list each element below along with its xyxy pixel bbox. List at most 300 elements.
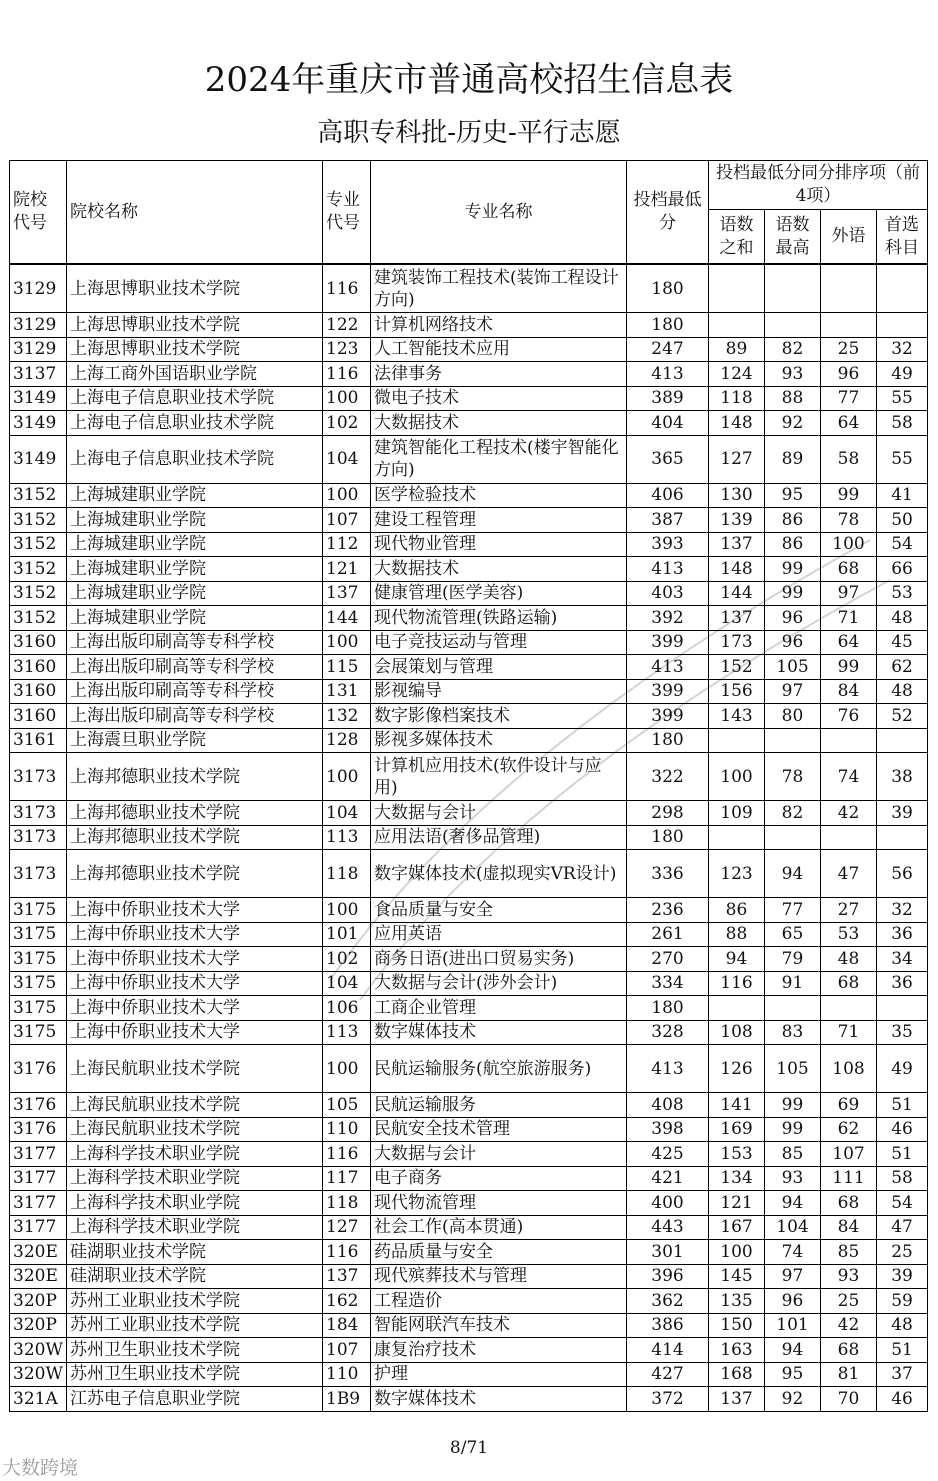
school-name-cell: 上海城建职业学院 xyxy=(67,532,323,557)
foreign-language-cell: 71 xyxy=(821,606,877,631)
foreign-language-cell: 84 xyxy=(821,679,877,704)
min-score-cell: 180 xyxy=(627,825,709,850)
major-name-cell: 计算机网络技术 xyxy=(371,313,627,338)
min-score-cell: 261 xyxy=(627,922,709,947)
major-name-cell: 影视多媒体技术 xyxy=(371,728,627,753)
chinese-math-sum-cell xyxy=(709,264,765,313)
major-name-cell: 大数据技术 xyxy=(371,557,627,582)
table-row xyxy=(10,655,928,680)
major-name-cell: 健康管理(医学美容) xyxy=(371,581,627,606)
chinese-math-max-cell xyxy=(765,264,821,313)
school-name-cell: 江苏电子信息职业学院 xyxy=(67,1387,323,1412)
table-row xyxy=(10,996,928,1021)
school-name-cell: 上海民航职业技术学院 xyxy=(67,1093,323,1118)
chinese-math-sum-cell: 153 xyxy=(709,1142,765,1167)
table-row xyxy=(10,1264,928,1289)
major-code-cell: 107 xyxy=(323,1338,371,1363)
school-name-cell: 上海中侨职业技术大学 xyxy=(67,898,323,923)
major-code-cell: 104 xyxy=(323,435,371,483)
school-name-cell: 硅湖职业技术学院 xyxy=(67,1264,323,1289)
school-name-cell: 上海邦德职业技术学院 xyxy=(67,850,323,898)
school-code-cell: 320P xyxy=(10,1289,67,1314)
table-row xyxy=(10,753,928,801)
major-code-cell: 184 xyxy=(323,1313,371,1338)
school-code-cell: 3173 xyxy=(10,825,67,850)
first-subject-cell: 51 xyxy=(877,1142,928,1167)
min-score-cell: 406 xyxy=(627,483,709,508)
table-row xyxy=(10,362,928,387)
chinese-math-sum-cell: 100 xyxy=(709,753,765,801)
school-code-cell: 320W xyxy=(10,1362,67,1387)
table-row xyxy=(10,1240,928,1265)
chinese-math-max-cell: 105 xyxy=(765,1045,821,1093)
min-score-cell: 236 xyxy=(627,898,709,923)
chinese-math-sum-cell: 88 xyxy=(709,922,765,947)
school-code-cell: 320P xyxy=(10,1313,67,1338)
chinese-math-sum-cell: 89 xyxy=(709,337,765,362)
school-code-cell: 3176 xyxy=(10,1045,67,1093)
major-code-cell: 131 xyxy=(323,679,371,704)
school-code-cell: 3177 xyxy=(10,1142,67,1167)
major-name-cell: 人工智能技术应用 xyxy=(371,337,627,362)
school-code-cell: 3160 xyxy=(10,704,67,729)
chinese-math-sum-cell: 124 xyxy=(709,362,765,387)
chinese-math-sum-cell: 169 xyxy=(709,1117,765,1142)
min-score-cell: 427 xyxy=(627,1362,709,1387)
chinese-math-sum-cell: 137 xyxy=(709,606,765,631)
table-row xyxy=(10,411,928,436)
first-subject-cell: 52 xyxy=(877,704,928,729)
school-name-cell: 上海中侨职业技术大学 xyxy=(67,947,323,972)
foreign-language-cell xyxy=(821,825,877,850)
school-name-cell: 苏州卫生职业技术学院 xyxy=(67,1338,323,1363)
foreign-language-cell: 70 xyxy=(821,1387,877,1412)
chinese-math-max-cell: 94 xyxy=(765,850,821,898)
major-name-cell: 会展策划与管理 xyxy=(371,655,627,680)
foreign-language-cell: 25 xyxy=(821,1289,877,1314)
min-score-cell: 421 xyxy=(627,1166,709,1191)
chinese-math-max-cell: 92 xyxy=(765,411,821,436)
chinese-math-max-cell: 104 xyxy=(765,1215,821,1240)
school-code-cell: 3152 xyxy=(10,508,67,533)
major-code-cell: 117 xyxy=(323,1166,371,1191)
major-name-cell: 建筑智能化工程技术(楼宇智能化方向) xyxy=(371,435,627,483)
chinese-math-max-cell: 101 xyxy=(765,1313,821,1338)
foreign-language-cell: 85 xyxy=(821,1240,877,1265)
school-code-cell: 3160 xyxy=(10,679,67,704)
school-name-cell: 上海城建职业学院 xyxy=(67,508,323,533)
chinese-math-sum-cell: 118 xyxy=(709,386,765,411)
chinese-math-sum-cell: 139 xyxy=(709,508,765,533)
school-code-cell: 3177 xyxy=(10,1166,67,1191)
school-code-cell: 320E xyxy=(10,1264,67,1289)
school-code-cell: 3175 xyxy=(10,971,67,996)
first-subject-cell: 38 xyxy=(877,753,928,801)
chinese-math-sum-cell: 163 xyxy=(709,1338,765,1363)
min-score-cell: 398 xyxy=(627,1117,709,1142)
foreign-language-cell: 74 xyxy=(821,753,877,801)
major-code-cell: 1B9 xyxy=(323,1387,371,1412)
chinese-math-max-cell: 97 xyxy=(765,1264,821,1289)
foreign-language-cell: 100 xyxy=(821,532,877,557)
first-subject-cell: 45 xyxy=(877,630,928,655)
first-subject-cell: 53 xyxy=(877,581,928,606)
first-subject-cell xyxy=(877,264,928,313)
major-code-cell: 110 xyxy=(323,1117,371,1142)
school-code-cell: 3161 xyxy=(10,728,67,753)
min-score-cell: 387 xyxy=(627,508,709,533)
school-code-cell: 3160 xyxy=(10,655,67,680)
min-score-cell: 180 xyxy=(627,728,709,753)
major-name-cell: 食品质量与安全 xyxy=(371,898,627,923)
major-code-cell: 100 xyxy=(323,1045,371,1093)
school-name-cell: 上海中侨职业技术大学 xyxy=(67,922,323,947)
school-code-cell: 3152 xyxy=(10,532,67,557)
foreign-language-cell: 27 xyxy=(821,898,877,923)
school-code-cell: 321A xyxy=(10,1387,67,1412)
foreign-language-cell: 42 xyxy=(821,1313,877,1338)
major-name-cell: 智能网联汽车技术 xyxy=(371,1313,627,1338)
chinese-math-sum-cell: 108 xyxy=(709,1020,765,1045)
table-row xyxy=(10,630,928,655)
school-code-cell: 3175 xyxy=(10,898,67,923)
major-name-cell: 数字影像档案技术 xyxy=(371,704,627,729)
table-row xyxy=(10,337,928,362)
foreign-language-cell: 69 xyxy=(821,1093,877,1118)
major-code-cell: 122 xyxy=(323,313,371,338)
school-code-cell: 3177 xyxy=(10,1215,67,1240)
first-subject-cell: 48 xyxy=(877,1313,928,1338)
table-row xyxy=(10,971,928,996)
chinese-math-max-cell: 94 xyxy=(765,1191,821,1216)
major-code-cell: 118 xyxy=(323,1191,371,1216)
chinese-math-max-cell: 92 xyxy=(765,1387,821,1412)
major-code-cell: 104 xyxy=(323,801,371,826)
chinese-math-max-cell: 83 xyxy=(765,1020,821,1045)
chinese-math-sum-cell: 156 xyxy=(709,679,765,704)
table-row xyxy=(10,557,928,582)
major-name-cell: 电子竞技运动与管理 xyxy=(371,630,627,655)
first-subject-cell xyxy=(877,996,928,1021)
major-name-cell: 数字媒体技术 xyxy=(371,1387,627,1412)
school-code-cell: 3176 xyxy=(10,1093,67,1118)
table-row xyxy=(10,801,928,826)
table-row xyxy=(10,1142,928,1167)
chinese-math-sum-cell: 121 xyxy=(709,1191,765,1216)
major-code-cell: 121 xyxy=(323,557,371,582)
first-subject-cell: 51 xyxy=(877,1093,928,1118)
min-score-cell: 247 xyxy=(627,337,709,362)
school-code-cell: 3149 xyxy=(10,435,67,483)
table-row xyxy=(10,1166,928,1191)
chinese-math-max-cell: 82 xyxy=(765,337,821,362)
major-name-cell: 计算机应用技术(软件设计与应用) xyxy=(371,753,627,801)
first-subject-cell xyxy=(877,825,928,850)
major-name-cell: 现代殡葬技术与管理 xyxy=(371,1264,627,1289)
table-row xyxy=(10,532,928,557)
chinese-math-max-cell xyxy=(765,825,821,850)
header-major-name: 专业名称 xyxy=(371,161,627,265)
chinese-math-max-cell: 105 xyxy=(765,655,821,680)
school-code-cell: 320W xyxy=(10,1338,67,1363)
table-row xyxy=(10,825,928,850)
min-score-cell: 372 xyxy=(627,1387,709,1412)
min-score-cell: 404 xyxy=(627,411,709,436)
first-subject-cell: 36 xyxy=(877,922,928,947)
foreign-language-cell: 64 xyxy=(821,411,877,436)
first-subject-cell: 55 xyxy=(877,435,928,483)
chinese-math-max-cell xyxy=(765,728,821,753)
table-row xyxy=(10,1289,928,1314)
school-name-cell: 上海中侨职业技术大学 xyxy=(67,971,323,996)
chinese-math-max-cell: 93 xyxy=(765,1166,821,1191)
school-code-cell: 3160 xyxy=(10,630,67,655)
major-code-cell: 104 xyxy=(323,971,371,996)
school-code-cell: 320E xyxy=(10,1240,67,1265)
major-code-cell: 100 xyxy=(323,483,371,508)
school-code-cell: 3129 xyxy=(10,337,67,362)
major-code-cell: 128 xyxy=(323,728,371,753)
chinese-math-sum-cell: 100 xyxy=(709,1240,765,1265)
major-code-cell: 115 xyxy=(323,655,371,680)
min-score-cell: 270 xyxy=(627,947,709,972)
school-name-cell: 上海邦德职业技术学院 xyxy=(67,753,323,801)
chinese-math-max-cell: 85 xyxy=(765,1142,821,1167)
school-name-cell: 上海科学技术职业学院 xyxy=(67,1142,323,1167)
foreign-language-cell: 68 xyxy=(821,1191,877,1216)
school-name-cell: 上海科学技术职业学院 xyxy=(67,1215,323,1240)
foreign-language-cell xyxy=(821,996,877,1021)
school-code-cell: 3152 xyxy=(10,581,67,606)
min-score-cell: 399 xyxy=(627,679,709,704)
major-name-cell: 民航运输服务(航空旅游服务) xyxy=(371,1045,627,1093)
major-code-cell: 102 xyxy=(323,411,371,436)
school-code-cell: 3175 xyxy=(10,947,67,972)
major-code-cell: 132 xyxy=(323,704,371,729)
min-score-cell: 328 xyxy=(627,1020,709,1045)
school-name-cell: 苏州工业职业技术学院 xyxy=(67,1313,323,1338)
min-score-cell: 365 xyxy=(627,435,709,483)
school-code-cell: 3152 xyxy=(10,557,67,582)
school-name-cell: 上海科学技术职业学院 xyxy=(67,1191,323,1216)
school-code-cell: 3149 xyxy=(10,386,67,411)
min-score-cell: 322 xyxy=(627,753,709,801)
table-row xyxy=(10,386,928,411)
chinese-math-max-cell: 91 xyxy=(765,971,821,996)
chinese-math-sum-cell: 167 xyxy=(709,1215,765,1240)
first-subject-cell: 32 xyxy=(877,337,928,362)
first-subject-cell: 32 xyxy=(877,898,928,923)
major-name-cell: 民航安全技术管理 xyxy=(371,1117,627,1142)
header-school-name: 院校名称 xyxy=(67,161,323,265)
chinese-math-max-cell: 99 xyxy=(765,1093,821,1118)
school-code-cell: 3173 xyxy=(10,801,67,826)
chinese-math-max-cell: 82 xyxy=(765,801,821,826)
table-row xyxy=(10,1338,928,1363)
header-chinese-math-sum: 语数之和 xyxy=(709,210,765,265)
school-name-cell: 上海中侨职业技术大学 xyxy=(67,996,323,1021)
foreign-language-cell: 71 xyxy=(821,1020,877,1045)
admission-table xyxy=(9,160,928,1412)
table-row xyxy=(10,679,928,704)
chinese-math-max-cell: 89 xyxy=(765,435,821,483)
min-score-cell: 413 xyxy=(627,362,709,387)
foreign-language-cell: 58 xyxy=(821,435,877,483)
major-name-cell: 护理 xyxy=(371,1362,627,1387)
chinese-math-max-cell: 93 xyxy=(765,362,821,387)
header-major-code: 专业代号 xyxy=(323,161,371,265)
header-chinese-math-max: 语数最高 xyxy=(765,210,821,265)
min-score-cell: 301 xyxy=(627,1240,709,1265)
major-name-cell: 现代物业管理 xyxy=(371,532,627,557)
foreign-language-cell: 77 xyxy=(821,386,877,411)
foreign-language-cell: 64 xyxy=(821,630,877,655)
major-code-cell: 137 xyxy=(323,581,371,606)
first-subject-cell: 62 xyxy=(877,655,928,680)
chinese-math-sum-cell: 152 xyxy=(709,655,765,680)
foreign-language-cell xyxy=(821,728,877,753)
chinese-math-max-cell: 97 xyxy=(765,679,821,704)
first-subject-cell: 59 xyxy=(877,1289,928,1314)
foreign-language-cell: 48 xyxy=(821,947,877,972)
major-name-cell: 大数据与会计(涉外会计) xyxy=(371,971,627,996)
min-score-cell: 443 xyxy=(627,1215,709,1240)
min-score-cell: 180 xyxy=(627,313,709,338)
school-code-cell: 3177 xyxy=(10,1191,67,1216)
watermark-logo: 大数跨境 xyxy=(2,1457,79,1479)
foreign-language-cell: 111 xyxy=(821,1166,877,1191)
school-name-cell: 上海邦德职业技术学院 xyxy=(67,825,323,850)
chinese-math-sum-cell: 109 xyxy=(709,801,765,826)
school-name-cell: 上海城建职业学院 xyxy=(67,606,323,631)
major-code-cell: 102 xyxy=(323,947,371,972)
min-score-cell: 393 xyxy=(627,532,709,557)
major-name-cell: 社会工作(高本贯通) xyxy=(371,1215,627,1240)
min-score-cell: 362 xyxy=(627,1289,709,1314)
major-name-cell: 数字媒体技术(虚拟现实VR设计) xyxy=(371,850,627,898)
page-number: 8/71 xyxy=(449,1438,489,1458)
chinese-math-max-cell: 95 xyxy=(765,1362,821,1387)
chinese-math-sum-cell: 150 xyxy=(709,1313,765,1338)
chinese-math-sum-cell: 94 xyxy=(709,947,765,972)
min-score-cell: 396 xyxy=(627,1264,709,1289)
school-code-cell: 3173 xyxy=(10,753,67,801)
table-row xyxy=(10,483,928,508)
table-body xyxy=(10,264,928,1411)
major-code-cell: 162 xyxy=(323,1289,371,1314)
chinese-math-sum-cell: 148 xyxy=(709,557,765,582)
first-subject-cell: 48 xyxy=(877,606,928,631)
foreign-language-cell: 76 xyxy=(821,704,877,729)
major-name-cell: 康复治疗技术 xyxy=(371,1338,627,1363)
foreign-language-cell: 99 xyxy=(821,655,877,680)
chinese-math-max-cell xyxy=(765,996,821,1021)
school-name-cell: 上海民航职业技术学院 xyxy=(67,1045,323,1093)
school-code-cell: 3175 xyxy=(10,1020,67,1045)
min-score-cell: 414 xyxy=(627,1338,709,1363)
chinese-math-sum-cell: 130 xyxy=(709,483,765,508)
min-score-cell: 400 xyxy=(627,1191,709,1216)
major-name-cell: 电子商务 xyxy=(371,1166,627,1191)
foreign-language-cell xyxy=(821,313,877,338)
school-code-cell: 3129 xyxy=(10,264,67,313)
first-subject-cell: 49 xyxy=(877,1045,928,1093)
chinese-math-sum-cell: 173 xyxy=(709,630,765,655)
major-code-cell: 127 xyxy=(323,1215,371,1240)
foreign-language-cell: 84 xyxy=(821,1215,877,1240)
school-name-cell: 上海出版印刷高等专科学校 xyxy=(67,655,323,680)
school-code-cell: 3173 xyxy=(10,850,67,898)
min-score-cell: 336 xyxy=(627,850,709,898)
school-name-cell: 上海城建职业学院 xyxy=(67,557,323,582)
major-name-cell: 商务日语(进出口贸易实务) xyxy=(371,947,627,972)
chinese-math-max-cell: 96 xyxy=(765,1289,821,1314)
first-subject-cell: 46 xyxy=(877,1117,928,1142)
major-code-cell: 137 xyxy=(323,1264,371,1289)
chinese-math-sum-cell xyxy=(709,728,765,753)
major-code-cell: 118 xyxy=(323,850,371,898)
first-subject-cell: 36 xyxy=(877,971,928,996)
table-row xyxy=(10,508,928,533)
foreign-language-cell: 97 xyxy=(821,581,877,606)
chinese-math-sum-cell: 86 xyxy=(709,898,765,923)
table-row xyxy=(10,581,928,606)
min-score-cell: 425 xyxy=(627,1142,709,1167)
chinese-math-max-cell xyxy=(765,313,821,338)
school-name-cell: 上海城建职业学院 xyxy=(67,483,323,508)
major-name-cell: 微电子技术 xyxy=(371,386,627,411)
first-subject-cell: 46 xyxy=(877,1387,928,1412)
min-score-cell: 408 xyxy=(627,1093,709,1118)
chinese-math-max-cell: 86 xyxy=(765,532,821,557)
major-code-cell: 100 xyxy=(323,898,371,923)
major-name-cell: 建设工程管理 xyxy=(371,508,627,533)
major-code-cell: 112 xyxy=(323,532,371,557)
header-first-subject: 首选科目 xyxy=(877,210,928,265)
major-code-cell: 101 xyxy=(323,922,371,947)
major-name-cell: 大数据与会计 xyxy=(371,1142,627,1167)
table-row xyxy=(10,1191,928,1216)
page-subtitle: 高职专科批-历史-平行志愿 xyxy=(317,118,621,148)
major-code-cell: 116 xyxy=(323,362,371,387)
school-name-cell: 上海思博职业技术学院 xyxy=(67,313,323,338)
school-name-cell: 上海出版印刷高等专科学校 xyxy=(67,704,323,729)
foreign-language-cell: 78 xyxy=(821,508,877,533)
major-code-cell: 144 xyxy=(323,606,371,631)
chinese-math-sum-cell: 126 xyxy=(709,1045,765,1093)
table-row xyxy=(10,313,928,338)
first-subject-cell: 51 xyxy=(877,1338,928,1363)
foreign-language-cell: 25 xyxy=(821,337,877,362)
chinese-math-sum-cell: 134 xyxy=(709,1166,765,1191)
school-code-cell: 3149 xyxy=(10,411,67,436)
table-row xyxy=(10,1093,928,1118)
chinese-math-max-cell: 95 xyxy=(765,483,821,508)
table-row xyxy=(10,1117,928,1142)
major-name-cell: 民航运输服务 xyxy=(371,1093,627,1118)
major-name-cell: 现代物流管理 xyxy=(371,1191,627,1216)
major-code-cell: 116 xyxy=(323,1142,371,1167)
first-subject-cell: 58 xyxy=(877,1166,928,1191)
first-subject-cell xyxy=(877,313,928,338)
chinese-math-max-cell: 94 xyxy=(765,1338,821,1363)
school-name-cell: 上海中侨职业技术大学 xyxy=(67,1020,323,1045)
first-subject-cell: 39 xyxy=(877,1264,928,1289)
min-score-cell: 392 xyxy=(627,606,709,631)
chinese-math-sum-cell xyxy=(709,996,765,1021)
school-code-cell: 3137 xyxy=(10,362,67,387)
school-name-cell: 上海科学技术职业学院 xyxy=(67,1166,323,1191)
